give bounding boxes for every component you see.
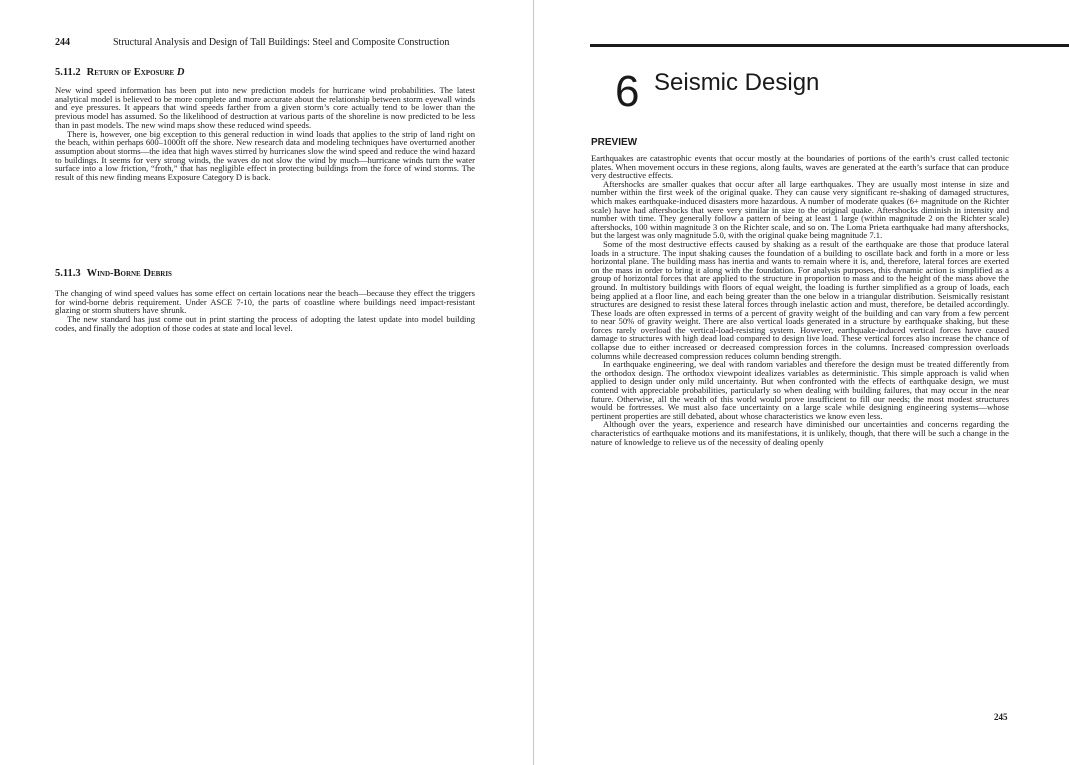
paragraph: Aftershocks are smaller quakes that occur after all large earthquakes. They are usually most intense in size and number within the first week of the original quake. They can cause very significant re-shaking of damaged structures, which makes earthquake-induced disasters more hazardous. A number of moderate quakes (6+ magnitude on the Richter scale) have had aftershocks that were very similar in size to the original quake. Aftershocks diminish in intensity and number with time. They generally follow a pattern of being at least 1 large (within magnitude 2 on the Richter scale) aftershocks, 100 within magnitude 3 on the Richter scale, and so on. The Loma Prieta earthquake had many aftershocks, but the largest was only magnitude 5.0, with the original quake being magnitude 7.1. [591, 178, 1009, 241]
chapter-number: 6 [615, 67, 640, 116]
running-head [55, 37, 449, 48]
paragraph: In earthquake engineering, we deal with random variables and therefore the design must be treated differently from the orthodox design. The orthodox viewpoint idealizes variables as deterministic. This simple approach is valid when applied to design under only mild uncertainty. But when confronted with the effects of earthquake design, we must contend with appreciable probabilities, particularly so when dealing with building failures, that may occur in the near future. Otherwise, all the wealth of this world would prove insufficient to fill our needs; the most modest structures would be fortresses. We must also face uncertainty on a large scale while designing engineering systems—whose pertinent properties are still debated, about whose characteristics we know even less. [591, 359, 1009, 421]
section-5-11-3-body [55, 289, 475, 333]
paragraph: New wind speed information has been put into new prediction models for hurricane wind probabilities. The latest analytical model is believed to be more complete and more accurate about the relationship between storm eyewall winds and eye pressures. It appears that wind speeds farther from a given storm’s core actually tend to be lower than the previous model has assumed. So the likelihood of destruction at various parts of the shoreline is now predicted to be less than in past models. The new wind maps show these reduced wind speeds. [55, 85, 475, 130]
left-page [0, 0, 534, 765]
section-heading-5-11-2 [55, 67, 184, 78]
chapter-body [591, 154, 1009, 446]
section-5-11-2-body [55, 86, 475, 182]
right-page-number: 245 [994, 712, 1008, 722]
paragraph: Earthquakes are catastrophic events that occur mostly at the boundaries of portions of the earth’s crust called tectonic plates. When movement occurs in these regions, along faults, waves are generated at the earth’s surface that can produce very destructive effects. [591, 153, 1009, 181]
paragraph: The changing of wind speed values has some effect on certain locations near the beach—because they effect the triggers for wind-borne debris requirement. Under ASCE 7-10, the parts of coastline where buildings need impact-resistant glazing or storm shutters have shrunk. [55, 288, 475, 316]
preview-heading: PREVIEW [591, 137, 638, 148]
section-number: 5.11.3 [55, 268, 81, 279]
chapter-rule [590, 44, 1069, 47]
running-head-title: Structural Analysis and Design of Tall Buildings: Steel and Composite Construction [113, 37, 450, 48]
paragraph: There is, however, one big exception to this general reduction in wind loads that applies to the strip of land right on the beach, within perhaps 600–1000ft off the shore. New research data and modeling techniques have overturned another assumption about storms—the idea that high waves stirred by hurricanes slow the wind speed and reduce the wind hazard to buildings. It seems for very strong winds, the waves do not slow the wind by much—hurricane winds turn the water surface into a low friction, “froth,” that has negligible effect in protecting buildings from the force of wind storms. The result of this new finding means Exposure Category D is back. [55, 128, 475, 183]
paragraph: Some of the most destructive effects caused by shaking as a result of the earthquake are those that produce lateral loads in a structure. The input shaking causes the foundation of a building to oscillate back and forth in a more or less horizontal plane. The building mass has inertia and wants to remain where it is, and, therefore, lateral forces are exerted on the mass in order to bring it along with the foundation. For analysis purposes, this dynamic action is simplified as a group of horizontal forces that are applied to the structure in proportion to mass and to the height of the mass above the ground. In multistory buildings with floors of equal weight, the loading is further simplified as a group of loads, each being applied at a floor line, and each being greater than the one below in a triangular distribution. Seismically resistant structures are designed to resist these lateral forces through inelastic action and must, therefore, be detailed accordingly. These loads are often expressed in terms of a percent of gravity weight of the building and can vary from a few percent to near 50% of gravity weight. There are also vertical loads generated in a structure by earthquake shaking, but these forces rarely overload the vertical-load-resisting system. However, earthquake-induced vertical forces have caused damage to structures with high dead load compared to design live load. These vertical forces also increase the chance of collapse due to either increased or decreased compression forces in the columns. Increased compression overloads columns while decreased compression reduces column bending strength. [591, 238, 1009, 361]
paragraph: The new standard has just come out in print starting the process of adopting the latest update into model building codes, and finally the adoption of those codes at state and local level. [55, 314, 475, 333]
left-page-number: 244 [55, 37, 70, 48]
section-title: Return of Exposure [86, 67, 175, 78]
section-title: Wind-Borne Debris [86, 268, 172, 279]
section-number: 5.11.2 [55, 67, 81, 78]
section-heading-5-11-3 [55, 268, 172, 279]
section-title-italic: D [176, 67, 185, 78]
right-page [534, 0, 1069, 765]
paragraph: Although over the years, experience and research have diminished our uncertainties and concerns regarding the characteristics of earthquake motions and its manifestations, it is unlikely, though, that there will be such a change in the nature of knowledge to relieve us of the necessity of dealing openly [591, 419, 1009, 447]
chapter-title: Seismic Design [654, 69, 820, 96]
